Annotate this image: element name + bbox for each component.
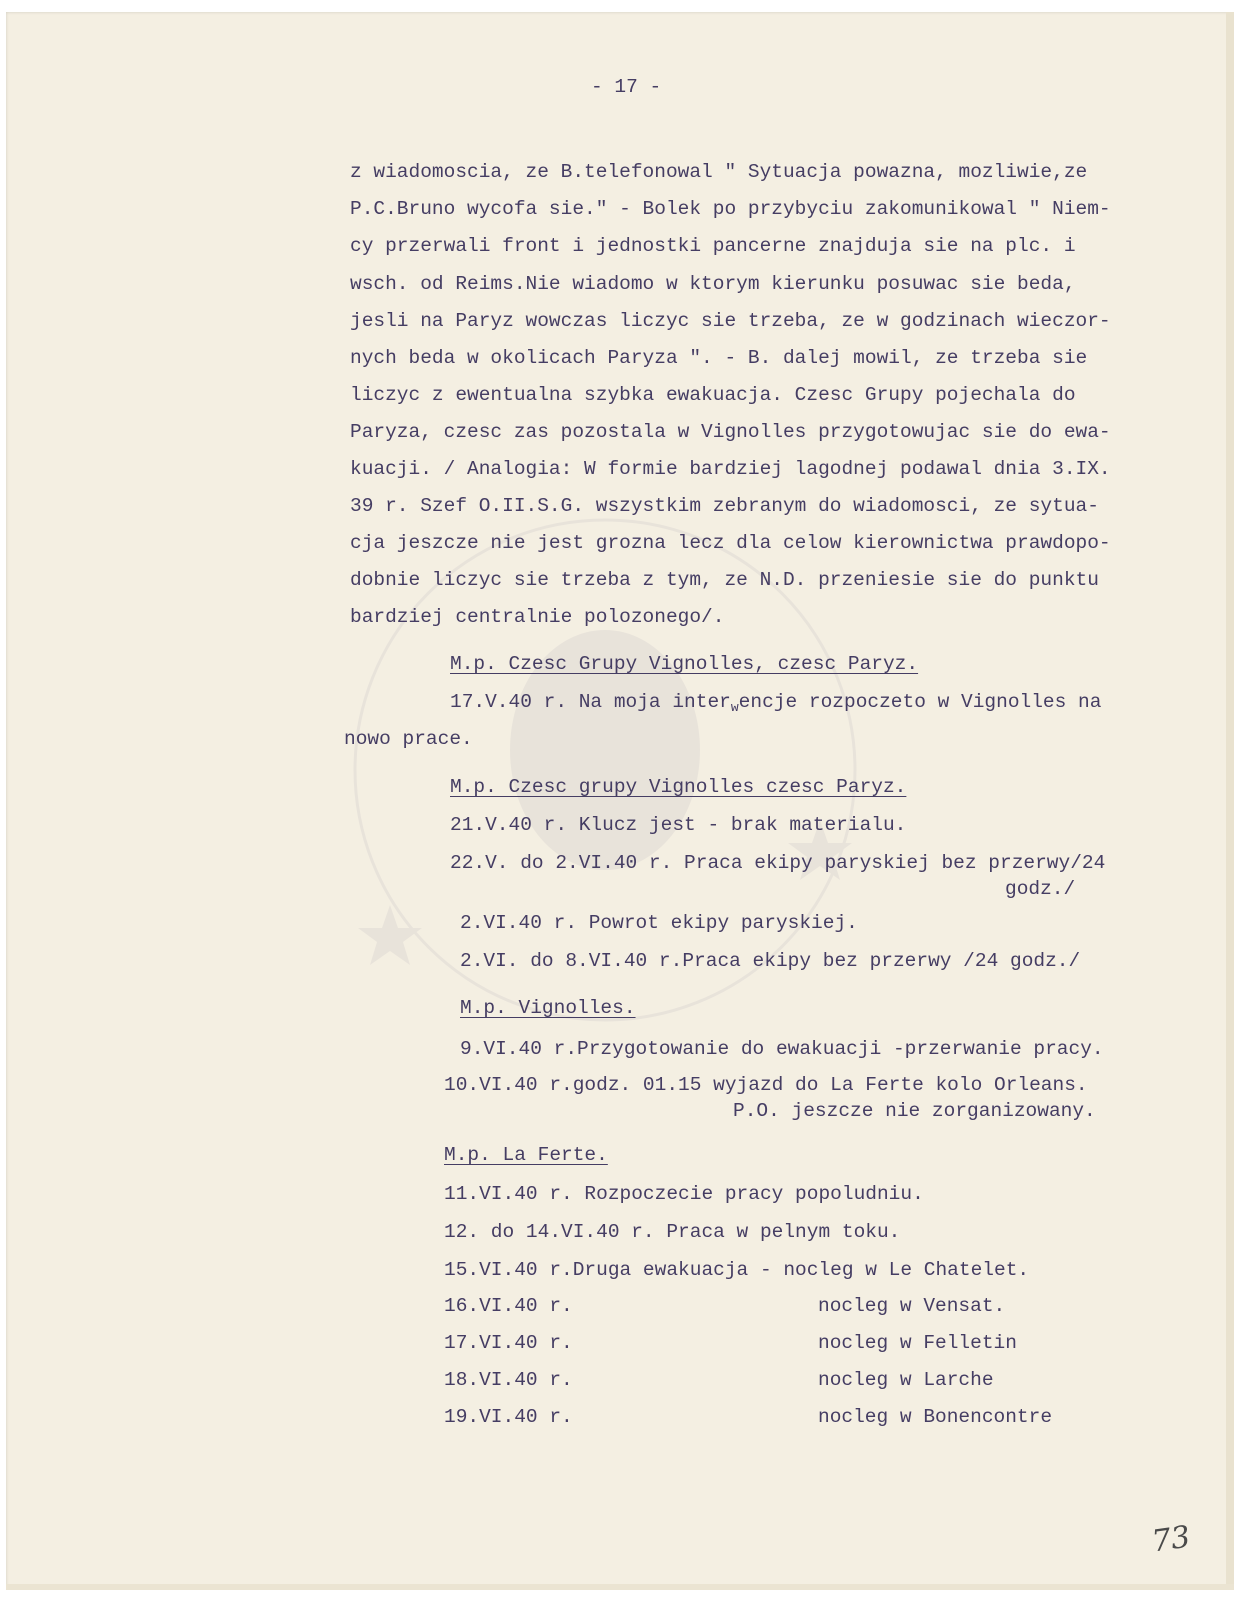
night-place: nocleg w Vensat.: [818, 1295, 1006, 1317]
night-date: 19.VI.40 r.: [444, 1406, 573, 1428]
entry-line: 21.V.40 r. Klucz jest - brak materialu.: [450, 814, 907, 836]
section-heading: M.p. Czesc grupy Vignolles czesc Paryz.: [450, 776, 907, 798]
body-line: jesli na Paryz wowczas liczyc sie trzeba, ze w godzinach wieczor-: [350, 310, 1111, 332]
body-line: bardziej centralnie polozonego/.: [350, 606, 725, 628]
page-edge-bottom: [6, 1584, 1234, 1590]
body-line: cy przerwali front i jednostki pancerne znajduja sie na plc. i: [350, 235, 1076, 257]
body-line: liczyc z ewentualna szybka ewakuacja. Czesc Grupy pojechala do: [350, 384, 1076, 406]
night-place: nocleg w Bonencontre: [818, 1406, 1053, 1428]
body-line: wsch. od Reims.Nie wiadomo w ktorym kierunku posuwac sie beda,: [350, 273, 1076, 295]
night-place: nocleg w Larche: [818, 1369, 994, 1391]
night-place: nocleg w Felletin: [818, 1332, 1017, 1354]
entry-line: P.O. jeszcze nie zorganizowany.: [733, 1100, 1096, 1122]
body-line: Paryza, czesc zas pozostala w Vignolles przygotowujac sie do ewa-: [350, 421, 1111, 443]
night-date: 18.VI.40 r.: [444, 1369, 573, 1391]
entry-line: 15.VI.40 r.Druga ewakuacja - nocleg w Le Chatelet.: [444, 1259, 1030, 1281]
body-line: z wiadomoscia, ze B.telefonowal " Sytuacja powazna, mozliwie,ze: [350, 161, 1088, 183]
entry-line: 2.VI.40 r. Powrot ekipy paryskiej.: [460, 912, 858, 934]
body-line: nych beda w okolicach Paryza ". - B. dalej mowil, ze trzeba sie: [350, 347, 1088, 369]
entry-text-end: encje rozpoczeto w Vignolles na: [738, 691, 1102, 713]
entry-line: 11.VI.40 r. Rozpoczecie pracy popoludniu.: [444, 1183, 924, 1205]
body-line: P.C.Bruno wycofa sie." - Bolek po przybyciu zakomunikowal " Niem-: [350, 198, 1111, 220]
entry-line: 10.VI.40 r.godz. 01.15 wyjazd do La Ferte kolo Orleans.: [444, 1074, 1088, 1096]
correction-letter: w: [730, 700, 739, 715]
entry-line: 22.V. do 2.VI.40 r. Praca ekipy paryskiej bez przerwy/24: [450, 852, 1106, 874]
entry-line: 2.VI. do 8.VI.40 r.Praca ekipy bez przerwy /24 godz./: [460, 950, 1081, 972]
section-heading: M.p. Czesc Grupy Vignolles, czesc Paryz.: [450, 653, 919, 675]
night-date: 17.VI.40 r.: [444, 1332, 573, 1354]
entry-line: [450, 690, 1101, 720]
entry-line: 9.VI.40 r.Przygotowanie do ewakuacji -przerwanie pracy.: [460, 1038, 1104, 1060]
entry-line: nowo prace.: [344, 728, 473, 750]
body-line: dobnie liczyc sie trzeba z tym, ze N.D. przeniesie sie do punktu: [350, 569, 1099, 591]
entry-line: godz./: [1005, 878, 1076, 900]
entry-text-start: 17.V.40 r. Na moja inter: [450, 691, 731, 713]
entry-line: 12. do 14.VI.40 r. Praca w pelnym toku.: [444, 1221, 901, 1243]
page-number: - 17 -: [591, 76, 662, 98]
body-line: 39 r. Szef O.II.S.G. wszystkim zebranym do wiadomosci, ze sytua-: [350, 495, 1099, 517]
handwritten-folio-number: 73: [1149, 1519, 1193, 1560]
body-line: kuacji. / Analogia: W formie bardziej lagodnej podawal dnia 3.IX.: [350, 458, 1111, 480]
section-heading: M.p. Vignolles.: [460, 997, 636, 1019]
section-heading: M.p. La Ferte.: [444, 1144, 608, 1166]
page-edge-right: [1226, 12, 1234, 1590]
night-date: 16.VI.40 r.: [444, 1295, 573, 1317]
body-line: cja jeszcze nie jest grozna lecz dla celow kierownictwa prawdopo-: [350, 532, 1111, 554]
